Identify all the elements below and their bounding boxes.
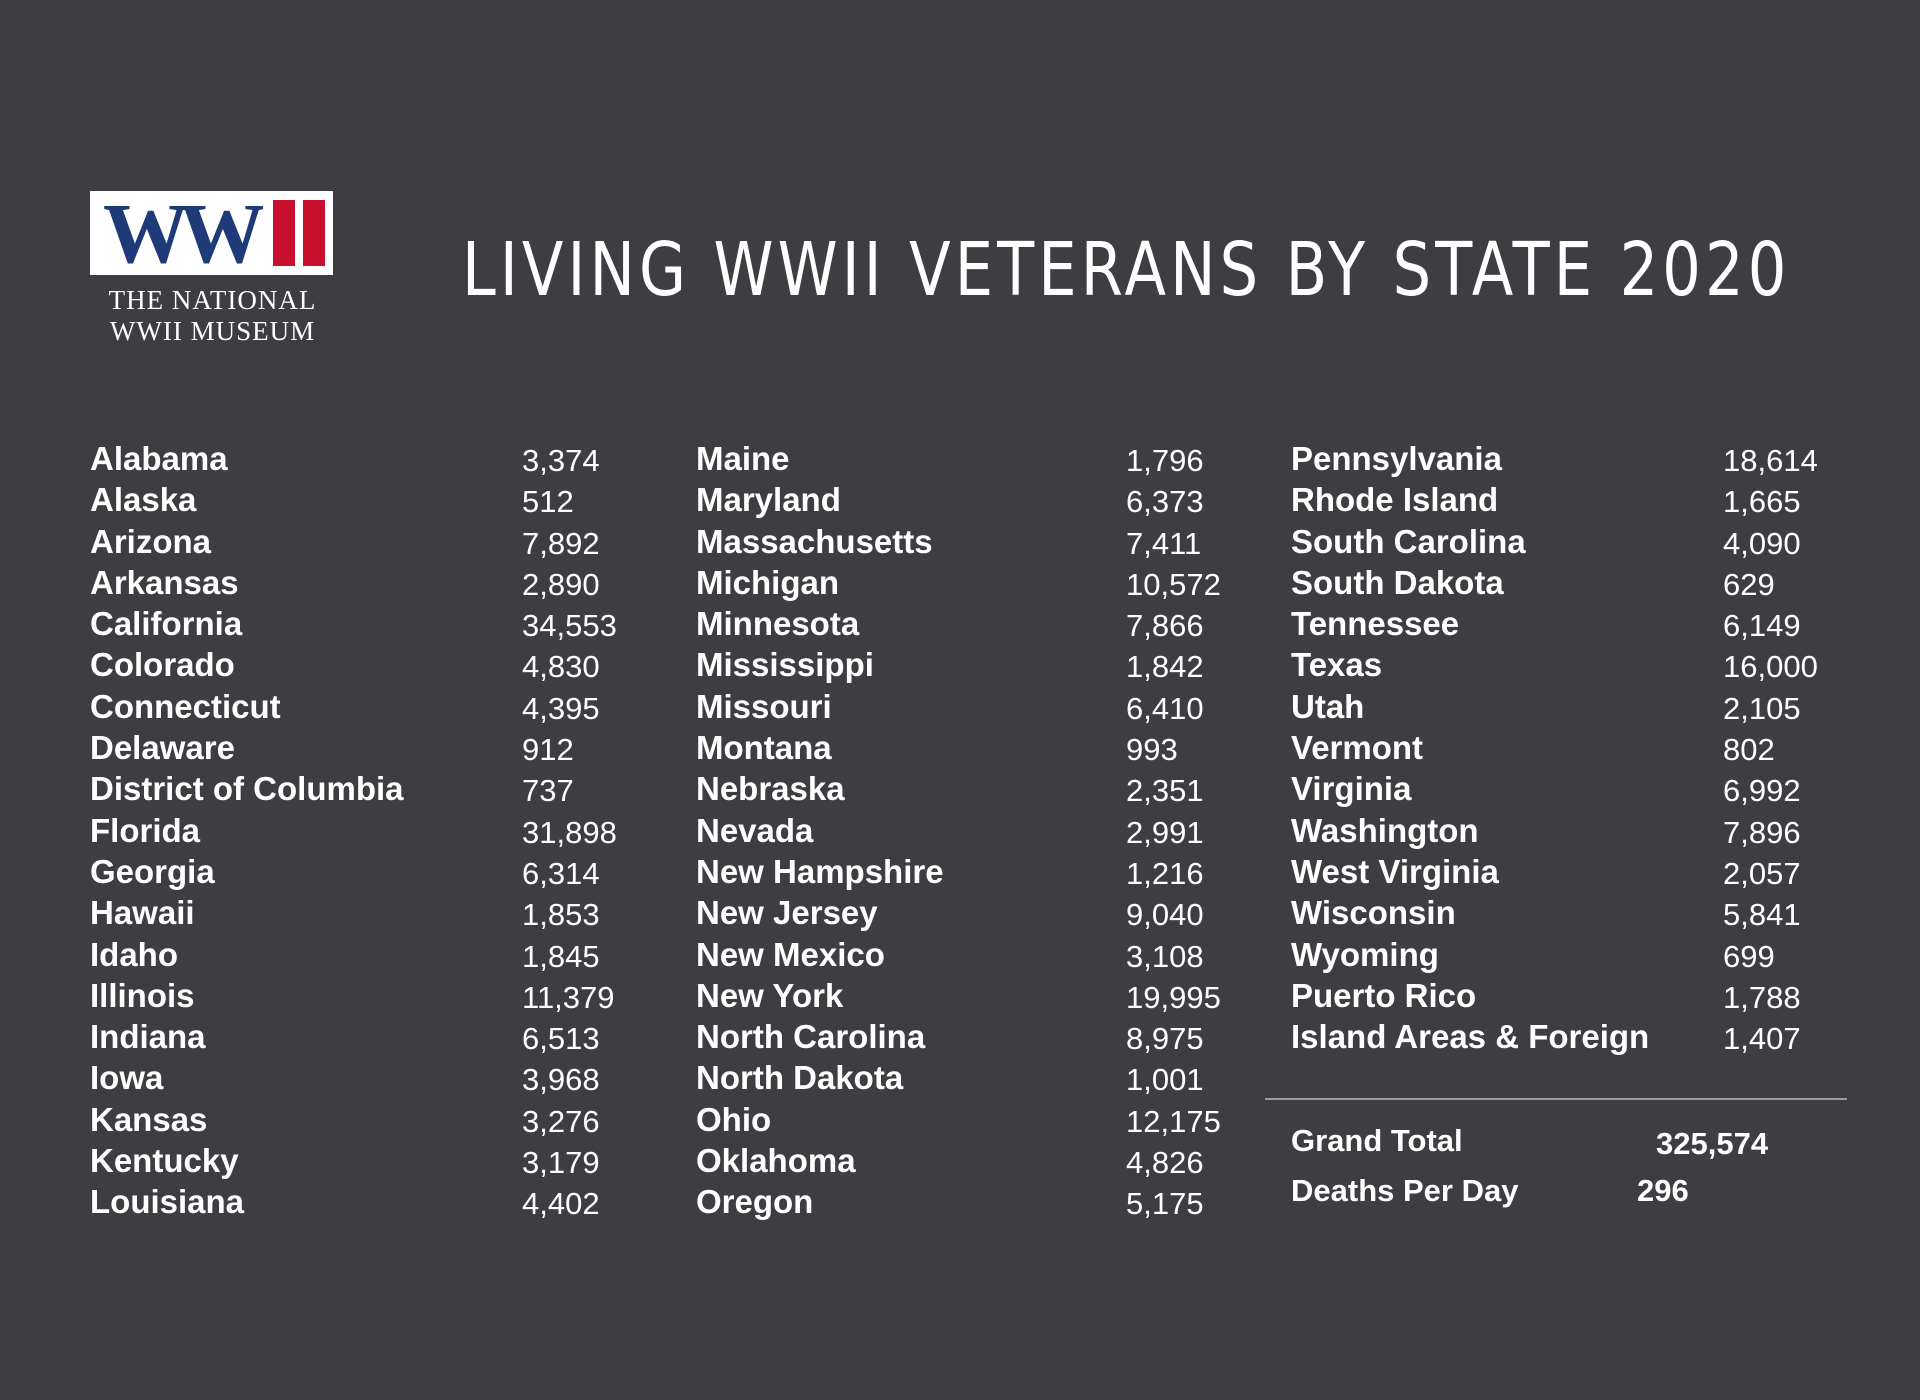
deaths-per-day-label: Deaths Per Day (1291, 1173, 1519, 1208)
veteran-count: 6,314 (522, 855, 600, 891)
state-name: Delaware (90, 729, 235, 767)
veteran-count: 18,614 (1723, 443, 1818, 478)
veteran-count: 2,890 (522, 566, 600, 602)
veteran-count: 629 (1723, 566, 1775, 602)
veteran-count: 1,842 (1126, 649, 1204, 685)
state-name: Missouri (696, 687, 832, 725)
veteran-count: 6,373 (1126, 484, 1204, 520)
state-name: Puerto Rico (1291, 976, 1477, 1014)
veteran-count: 3,276 (522, 1103, 600, 1139)
veteran-count: 3,179 (522, 1145, 600, 1181)
veteran-count: 31,898 (522, 814, 617, 850)
veteran-count: 1,001 (1126, 1062, 1204, 1098)
veteran-count: 4,402 (522, 1186, 600, 1222)
state-name: Arkansas (90, 563, 239, 601)
veteran-count: 2,991 (1126, 814, 1204, 850)
grand-total-value: 325,574 (1656, 1126, 1769, 1161)
state-name: New Mexico (696, 935, 885, 973)
veteran-count: 9,040 (1126, 897, 1204, 933)
state-name: Minnesota (696, 605, 860, 643)
state-name: Pennsylvania (1291, 440, 1502, 477)
state-name: Indiana (90, 1018, 206, 1056)
veteran-count: 6,513 (522, 1021, 600, 1057)
veteran-count: 2,057 (1723, 855, 1801, 891)
state-name: Maine (696, 440, 790, 477)
veteran-count: 16,000 (1723, 649, 1818, 685)
veteran-count: 7,866 (1126, 608, 1204, 644)
state-name: Alabama (90, 440, 228, 477)
veteran-count: 993 (1126, 732, 1178, 768)
veteran-count: 7,411 (1126, 525, 1202, 561)
state-name: Massachusetts (696, 522, 933, 560)
state-name: Maryland (696, 481, 841, 519)
museum-logo (90, 191, 335, 347)
logo-line-1: THE NATIONAL (108, 285, 317, 315)
veteran-count: 737 (522, 773, 574, 809)
state-name: California (90, 605, 243, 643)
state-name: North Dakota (696, 1059, 904, 1097)
state-name: Washington (1291, 811, 1479, 849)
state-name: Iowa (90, 1059, 164, 1097)
veteran-count: 2,351 (1126, 773, 1204, 809)
state-name: Arizona (90, 522, 212, 560)
state-name: Mississippi (696, 646, 874, 684)
veteran-count: 6,992 (1723, 773, 1801, 809)
logo-line-2: WWII MUSEUM (109, 316, 316, 346)
state-name: Vermont (1291, 729, 1424, 767)
veteran-count: 7,896 (1723, 814, 1801, 850)
state-name: New Jersey (696, 894, 878, 932)
logo-ww-letters: WW (103, 194, 255, 272)
logo-text (90, 285, 335, 347)
veteran-count: 4,830 (522, 649, 600, 685)
veteran-count: 1,407 (1723, 1021, 1801, 1057)
veteran-count: 5,175 (1126, 1186, 1204, 1222)
state-name: South Dakota (1291, 563, 1504, 601)
veteran-count: 1,216 (1126, 855, 1204, 891)
veteran-count: 1,796 (1126, 443, 1204, 478)
state-name: Kansas (90, 1100, 208, 1138)
state-name: District of Columbia (90, 770, 404, 808)
veteran-count: 802 (1723, 732, 1775, 768)
veteran-count: 12,175 (1126, 1103, 1221, 1139)
state-name: Michigan (696, 563, 840, 601)
state-name: Wisconsin (1291, 894, 1456, 932)
veteran-count: 1,845 (522, 938, 600, 974)
veteran-count: 7,892 (522, 525, 600, 561)
veteran-count: 1,788 (1723, 979, 1801, 1015)
state-name: Hawaii (90, 894, 195, 932)
state-name: Kentucky (90, 1142, 239, 1180)
veteran-count: 10,572 (1126, 566, 1221, 602)
veteran-count: 8,975 (1126, 1021, 1204, 1057)
state-name: New York (696, 976, 844, 1014)
veteran-count: 512 (522, 484, 574, 520)
veteran-count: 699 (1723, 938, 1775, 974)
state-name: Georgia (90, 852, 215, 890)
veteran-count: 6,149 (1723, 608, 1801, 644)
state-name: Rhode Island (1291, 481, 1499, 519)
state-name: New Hampshire (696, 852, 944, 890)
state-name: Colorado (90, 646, 235, 684)
totals-divider (1265, 1098, 1847, 1100)
veteran-count: 19,995 (1126, 979, 1221, 1015)
state-name: West Virginia (1291, 852, 1499, 890)
deaths-per-day-value: 296 (1637, 1173, 1689, 1208)
veteran-count: 5,841 (1723, 897, 1801, 933)
grand-total-label: Grand Total (1291, 1123, 1463, 1158)
state-name: Florida (90, 811, 201, 849)
state-name: Oregon (696, 1183, 814, 1221)
veteran-count: 11,379 (522, 979, 615, 1015)
state-name: Illinois (90, 976, 195, 1014)
state-name: Ohio (696, 1100, 772, 1138)
state-name: Montana (696, 729, 832, 767)
veteran-count: 6,410 (1126, 690, 1204, 726)
state-name: Utah (1291, 687, 1365, 725)
state-name: Tennessee (1291, 605, 1460, 643)
state-name: Idaho (90, 935, 178, 973)
veteran-count: 4,090 (1723, 525, 1801, 561)
state-name: Wyoming (1291, 935, 1439, 973)
logo-ii-bars (269, 200, 329, 266)
page-title: LIVING WWII VETERANS BY STATE 2020 (462, 227, 1791, 313)
veteran-count: 912 (522, 732, 574, 768)
state-name: Nevada (696, 811, 814, 849)
state-name: Alaska (90, 481, 197, 519)
veteran-count: 3,374 (522, 443, 600, 478)
state-name: South Carolina (1291, 522, 1526, 560)
logo-mark (90, 191, 333, 275)
veteran-count: 1,853 (522, 897, 600, 933)
veteran-count: 1,665 (1723, 484, 1801, 520)
state-name: Texas (1291, 646, 1383, 684)
state-name: Virginia (1291, 770, 1412, 808)
veteran-count: 4,826 (1126, 1145, 1204, 1181)
state-name: Louisiana (90, 1183, 245, 1221)
state-name: North Carolina (696, 1018, 926, 1056)
veteran-count: 34,553 (522, 608, 617, 644)
state-name: Nebraska (696, 770, 845, 808)
veteran-count: 2,105 (1723, 690, 1801, 726)
veteran-count: 4,395 (522, 690, 600, 726)
state-name: Island Areas & Foreign (1291, 1018, 1650, 1056)
state-name: Oklahoma (696, 1142, 856, 1180)
veteran-count: 3,108 (1126, 938, 1204, 974)
veteran-count: 3,968 (522, 1062, 600, 1098)
state-name: Connecticut (90, 687, 281, 725)
